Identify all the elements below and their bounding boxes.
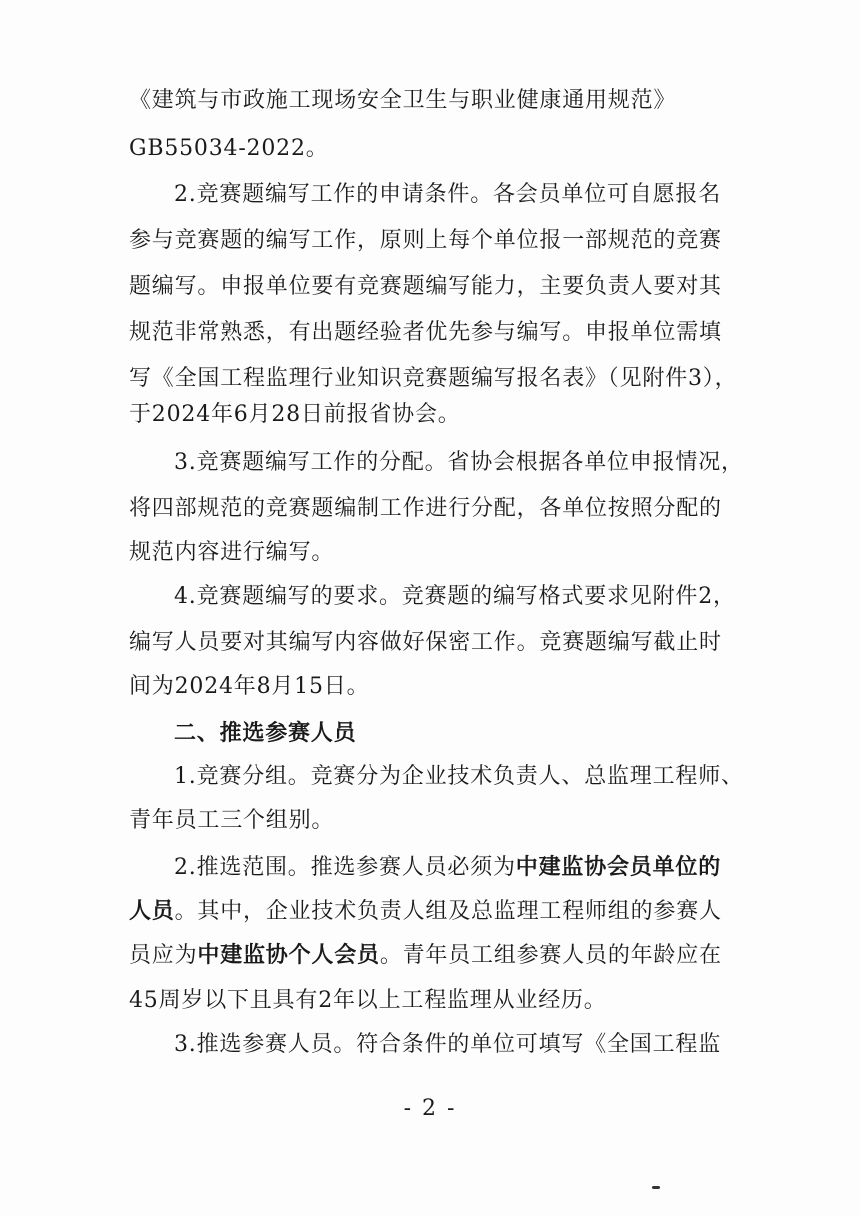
paragraph-line [129, 896, 722, 927]
paragraph-line: 编写人员要对其编写内容做好保密工作。竞赛题编写截止时 [129, 630, 722, 655]
paragraph-line: 3.推选参赛人员。符合条件的单位可填写《全国工程监 [174, 1032, 721, 1057]
paragraph-text: 。青年员工组参赛人员的年龄应在 [379, 943, 722, 968]
emphasis-text: 中建监协会员单位的 [515, 854, 721, 880]
section-heading: 二、推选参赛人员 [174, 720, 357, 746]
paragraph-line: 规范内容进行编写。 [129, 540, 335, 565]
paragraph-line: GB55034-2022。 [129, 136, 329, 161]
emphasis-text: 中建监协个人会员 [197, 942, 380, 968]
paragraph-line: 写《全国工程监理行业知识竞赛题编写报名表》（见附件3）， [129, 366, 738, 391]
paragraph-line: 3.竞赛题编写工作的分配。省协会根据各单位申报情况， [174, 450, 744, 475]
paragraph-line: 参与竞赛题的编写工作，原则上每个单位报一部规范的竞赛 [129, 228, 722, 253]
paragraph-text: 2.推选范围。推选参赛人员必须为 [174, 855, 516, 880]
paragraph-text: 员应为 [129, 943, 198, 968]
paragraph-line: 规范非常熟悉，有出题经验者优先参与编写。申报单位需填 [129, 320, 722, 345]
page-number: - 2 - [403, 1096, 457, 1121]
paragraph-line: 1.竞赛分组。竞赛分为企业技术负责人、总监理工程师、 [174, 764, 744, 789]
paragraph-line: 4.竞赛题编写的要求。竞赛题的编写格式要求见附件2， [174, 584, 736, 609]
paragraph-line: 青年员工三个组别。 [129, 808, 335, 833]
paragraph-text: 。其中，企业技术负责人组及总监理工程师组的参赛人 [174, 899, 722, 924]
paragraph-line: 45周岁以下且具有2年以上工程监理从业经历。 [129, 988, 607, 1013]
paragraph-line: 间为2024年8月15日。 [129, 674, 370, 699]
scan-speck [652, 1186, 660, 1189]
paragraph-line: 2.竞赛题编写工作的申请条件。各会员单位可自愿报名 [174, 182, 721, 207]
emphasis-text: 人员 [129, 898, 175, 924]
paragraph-line [129, 940, 722, 971]
paragraph-line [174, 852, 721, 883]
paragraph-line: 《建筑与市政施工现场安全卫生与职业健康通用规范》 [129, 88, 677, 113]
paragraph-line: 题编写。申报单位要有竞赛题编写能力，主要负责人要对其 [129, 274, 722, 299]
paragraph-line: 将四部规范的竞赛题编制工作进行分配，各单位按照分配的 [129, 496, 722, 521]
paragraph-line: 于2024年6月28日前报省协会。 [129, 402, 461, 427]
